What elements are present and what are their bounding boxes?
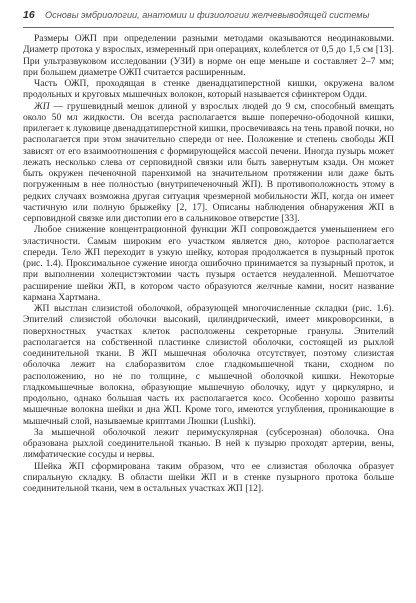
page-number: 16 — [23, 9, 35, 21]
paragraph-subserosa: За мышечной оболочкой лежит перимускулярная (субсерозная) оболочка. Она образована рыхлой соединительной тканью. В ней к пузырю проходят артерии, вены, лимфатические сосуды и нервы. — [23, 426, 394, 461]
paragraph-mucosa: ЖП выстлан слизистой оболочкой, образующей многочисленные складки (рис. 1.6). Эпителий слизистой оболочки высокий, цилиндрический, имеет микроворсинки, в поверхностных участках клеток расположены секреторные гранулы. Эпителий располагается на собственной пластинке слизистой оболочки, состоящей из рыхлой соединительной ткани. В ЖП мышечная оболочка отсутствует, поэтому слизистая оболочка лежит на слаборазвитом слое гладкомышечной ткани, сходном по расположению, но не по толщине, с мышечной оболочкой кишки. Некоторые гладкомышечные волокна, образующие мышечную оболочку, идут у циркулярно, и продольно, однако большая часть их располагается косо. Особенно хорошо развиты мышечные волокна шейки и дна ЖП. Кроме того, имеются углубления, проникающие в мышечный слой, называемые криптами Люшки (Lushki). — [23, 303, 394, 427]
page-body — [23, 33, 394, 494]
lead-term: ЖП — [34, 100, 50, 112]
paragraph-neck: Шейка ЖП сформирована таким образом, что ее слизистая оболочка образует спиральную складку. В области шейки ЖП и в стенке пузырного протока больше соединительной ткани, чем в остальных участках ЖП [12]. — [23, 460, 394, 494]
header-rule — [23, 27, 394, 28]
page-header — [23, 9, 394, 23]
running-title: Основы эмбриологии, анатомии и физиологии желчевыводящей системы — [45, 10, 370, 20]
paragraph-gallbladder-position: ЖП — грушевидный мешок длиной у взрослых людей до 9 см, способный вмещать около 50 мл жидкости. Он всегда располагается выше поперечно-ободочной кишки, прилегает к луковице двенадцатиперстной кишки, просвечиваясь на тень правой почки, но располагается при этом значительно спереди от нее. Положение и степень свободы ЖП зависят от его взаимоотношения с формирующейся массой печени. Иногда пузырь может лежать несколько слева от серповидной связки или быть завернутым кзади. Он может быть окружен печеночной паренхимой на значительном протяжении или даже быть погруженным в нее полностью (внутрипеченочный ЖП). В противоположность этому в редких случаях возможна другая ситуация чрезмерной мобильности ЖП, когда он имеет частичную или полную брыжейку [2, 17]. Описаны наблюдения обнаружения ЖП в серповидной связке или дистопии его в сальниковое отверстие [33]. — [23, 100, 394, 224]
paragraph-gallbladder-elasticity: Любое снижение концентрационной функции ЖП сопровождается уменьшением его эластичности. Самым широким его участком является дно, которое располагается спереди. Тело ЖП переходит в узкую шейку, которая продолжается в пузырный проток (рис. 1.4). Проксимальное сужение иногда ошибочно принимается за пузырный проток, и при выполнении холецистэктомии часть пузыря остается неудаленной. Мешотчатое расширение шейки ЖП, в котором часто образуются желчные камни, носит название кармана Хартмана. — [23, 224, 394, 303]
paragraph-sphincter-oddi: Часть ОЖП, проходящая в стенке двенадцатиперстной кишки, окружена валом продольных и круговых мышечных волокон, который называется сфинктером Одди. — [23, 78, 394, 101]
paragraph-duct-size: Размеры ОЖП при определении разными методами оказываются неодинаковыми. Диаметр протока у взрослых, измеренный при операциях, колеблется от 0,5 до 1,5 см [13]. При ультразвуковом исследовании (УЗИ) в норме он еще меньше и составляет 2–7 мм; при большем диаметре ОЖП считается расширенным. — [23, 33, 394, 78]
